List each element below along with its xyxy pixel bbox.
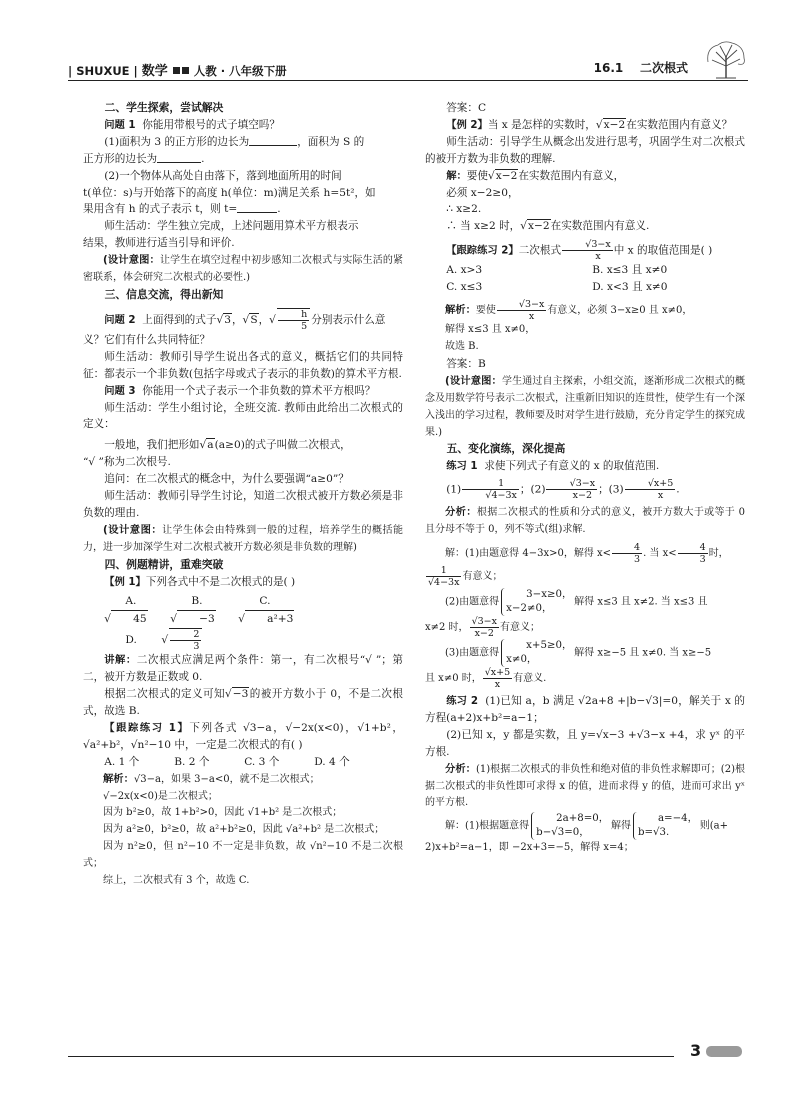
question-1a: (1)面积为 3 的正方形的边长为 ，面积为 S 的 <box>104 135 365 148</box>
question-1b: (2)一个物体从高处自由落下，落到地面所用的时间 <box>104 169 342 182</box>
answer-blank <box>249 134 297 146</box>
example-1: 【例 1】下列各式中不是二次根式的是( ) <box>104 575 296 588</box>
explanation: 讲解：二次根式应满足两个条件：第一，有二次根号“√ ”；第二，被开方数是正数或 0. <box>83 654 403 684</box>
section-number: 16.1 <box>593 61 624 75</box>
question-1b-end: 果用含有 h 的式子表示 t，则 t= . <box>83 203 281 216</box>
question-1: 问题 1 你能用带根号的式子填空吗？ <box>104 118 280 131</box>
follow-up-question: 追问：在二次根式的概念中，为什么要强调“a≥0”？ <box>104 473 349 486</box>
analysis-line: 综上，二次根式有 3 个，故选 C. <box>103 875 250 887</box>
analysis-line: 解得 x≤3 且 x≠0， <box>445 324 536 336</box>
example-1-options: A. √ 45 B. √ −3 C. √ a²+3 D. √ $\frac{2}{3}$ <box>104 595 294 653</box>
answer-blank <box>237 201 277 213</box>
question-2-cont: 义？它们有什么共同特征？ <box>83 333 211 346</box>
question-1b-cont: t(单位：s)与开始落下的高度 h(单位：m)满足关系 h=5t²，如 <box>83 186 376 199</box>
analysis: 解析：要使 $\frac{√3-x}{x}$ 有意义，必须 3−x≥0 且 x≠0， <box>445 299 693 323</box>
edition-label: 人教 · 八年级下册 <box>193 64 287 78</box>
tracking-exercise-1: 【跟踪练习 1】下列各式 √3−a，√−2x(x<0)，√1+b²，√a²+b²，√n²−10 中，一定是二次根式的有( ) <box>83 721 403 751</box>
activity-text: 师生活动：学生独立完成，上述问题用算术平方根表示 <box>104 220 359 233</box>
solution-line: 解：要使√x−2在实数范围内有意义， <box>446 169 625 182</box>
section-heading: 三、信息交流，得出新知 <box>104 287 224 301</box>
header-divider <box>68 80 748 81</box>
practice-1: 练习 1 求使下列式子有意义的 x 的取值范围. <box>446 460 660 473</box>
analysis: 分析：根据二次根式的性质和分式的意义，被开方数大于或等于 0 且分母不等于 0，列不等式(组)求解. <box>425 506 746 536</box>
explanation-2: 根据二次根式的定义可知√−3的被开方数小于 0，不是二次根式，故选 B. <box>83 688 404 717</box>
analysis: 解析：√3−a，如果 3−a<0，就不是二次根式； <box>103 772 320 785</box>
solution-line: 必须 x−2≥0， <box>446 186 519 199</box>
analysis-line: 故选 B. <box>445 340 479 352</box>
definition: 一般地，我们把形如√a(a≥0)的式子叫做二次根式， <box>104 439 351 452</box>
solution-line: (2)由题意得3−x≥0， x−2≠0，解得 x≤3 且 x≠2. 当 x≤3 且 <box>445 589 708 615</box>
tracking-1-options: A. 1 个 B. 2 个 C. 3 个 D. 4 个 <box>104 755 350 768</box>
activity-text-cont: 结果，教师进行适当引导和评价. <box>83 237 235 250</box>
practice-2: 练习 2 (1)已知 a，b 满足 √2a+8 +|b−√3|=0，解关于 x 的方程(a+2)x+b²=a−1； <box>425 695 745 724</box>
analysis-line: 因为 b²≥0，故 1+b²>0，因此 √1+b² 是二次根式； <box>103 807 343 819</box>
design-intent: (设计意图：让学生在填空过程中初步感知二次根式与实际生活的紧密联系，体会研究二次根式的必要性.) <box>83 254 403 284</box>
question-1a-cont: 正方形的边长为 . <box>83 152 205 165</box>
activity-text: 师生活动：教师引导学生讨论，知道二次根式被开方数必须是非负数的理由. <box>83 490 403 519</box>
section-heading: 五、变化演练，深化提高 <box>446 442 566 456</box>
header-right <box>594 59 688 76</box>
section-title: 二次根式 <box>639 61 688 75</box>
page-tab-decoration <box>706 1046 742 1057</box>
activity-text: 师生活动：教师引导学生说出各式的意义，概括它们的共同特征：都表示一个非负数(包括字母或式子表示的非负数)的算术平方根. <box>83 350 403 380</box>
design-intent: (设计意图：学生通过自主探索，小组交流，逐渐形成二次根式的概念及用数学符号表示二次根式，注重新旧知识的连贯性，使学生有一个深入浅出的学习过程，教师要及时对学生进行鼓励，充分肯定学生的探究成果.) <box>425 374 745 438</box>
example-2: 【例 2】当 x 是怎样的实数时，√x−2在实数范围内有意义？ <box>446 118 733 131</box>
solution-line: (3)由题意得x+5≥0， x≠0，解得 x≥−5 且 x≠0. 当 x≥−5 <box>445 640 712 666</box>
question-3: 问题 3 你能用一个式子表示一个非负数的算术平方根吗？ <box>104 384 376 397</box>
activity-text: 师生活动：引导学生从概念出发进行思考，巩固学生对二次根式的被开方数为非负数的理解. <box>425 135 745 165</box>
tracking-2-options: C. x≤3 D. x<3 且 x≠0 <box>446 281 668 294</box>
analysis: 分析：(1)根据二次根式的非负性和绝对值的非负性求解即可；(2)根据二次根式的非负性即可求得 x 的值，进而求得 y 的值，进而可求出 yˣ 的平方根. <box>425 762 745 809</box>
answer-blank <box>157 151 201 163</box>
practice-2b: (2)已知 x，y 都是实数，且 y=√x−3 +√3−x +4，求 yˣ 的平方根. <box>425 728 745 758</box>
square-icon <box>173 67 180 74</box>
tree-icon <box>704 40 748 80</box>
subject-label: 数学 <box>141 64 168 79</box>
question-2: 问题 2 上面得到的式子√3，√S，√ $\frac{h}{5}$ 分别表示什么意 <box>104 308 386 332</box>
analysis-line: 因为 n²≥0，但 n²−10 不一定是非负数，故 √n²−10 不是二次根式； <box>83 841 403 870</box>
square-icon <box>182 67 189 74</box>
section-heading: 四、例题精讲，重难突破 <box>104 557 224 571</box>
page-number: 3 <box>690 1041 702 1060</box>
solution-line: 且 x≠0 时， $\frac{√x+5}{x}$ 有意义. <box>425 667 547 691</box>
solution-line: 解：(1)由题意得 4−3x>0，解得 x< $\frac{4}{3}$ . 当 x< $\frac{4}{3}$ 时， <box>445 542 729 566</box>
right-column <box>425 100 745 857</box>
activity-text: 师生活动：学生小组讨论，全班交流. 教师由此给出二次根式的定义： <box>83 401 403 431</box>
solution-line: ∴ x≥2. <box>446 203 482 216</box>
solution-line: 解：(1)根据题意得2a+8=0， b−√3=0，解得a=−4， b=√3.则(a+ <box>445 813 729 839</box>
analysis-line: 因为 a²≥0，b²≥0，故 a²+b²≥0，因此 √a²+b² 是二次根式； <box>103 824 385 836</box>
tracking-exercise-2: 【跟踪练习 2】二次根式 $\frac{√3-x}{x}$ 中 x 的取值范围是( ) <box>446 239 713 263</box>
solution-line: $\frac{1}{√4-3x}$ 有意义； <box>428 565 503 589</box>
definition-cont: “√ ”称为二次根号. <box>83 456 171 469</box>
answer-label: 答案：C <box>446 102 487 114</box>
solution-line: ∴ 当 x≥2 时，√x−2在实数范围内有意义. <box>446 220 650 233</box>
brand-label: | SHUXUE | <box>68 64 138 78</box>
solution-line: 2)x+b²=a−1，即 −2x+3=−5，解得 x=4； <box>425 842 634 854</box>
practice-1-items: (1) $\frac{1}{√4-3x}$ ；(2) $\frac{√3-x}{x-2}$ ；(3) $\frac{√x+5}{x}$ . <box>446 478 680 502</box>
header-left <box>68 60 287 79</box>
section-heading: 二、学生探索，尝试解决 <box>104 101 224 114</box>
left-column <box>83 100 403 890</box>
page-header <box>68 54 748 80</box>
analysis-line: √−2x(x<0)是二次根式； <box>103 790 218 802</box>
tracking-2-options: A. x>3 B. x≤3 且 x≠0 <box>446 264 668 277</box>
footer-divider <box>68 1056 674 1057</box>
solution-line: x≠2 时， $\frac{√3-x}{x-2}$ 有意义； <box>425 616 540 640</box>
design-intent: (设计意图：让学生体会由特殊到一般的过程，培养学生的概括能力，进一步加深学生对二次根式被开方数必须是非负数的理解) <box>83 523 403 553</box>
answer-label: 答案：B <box>446 357 486 370</box>
